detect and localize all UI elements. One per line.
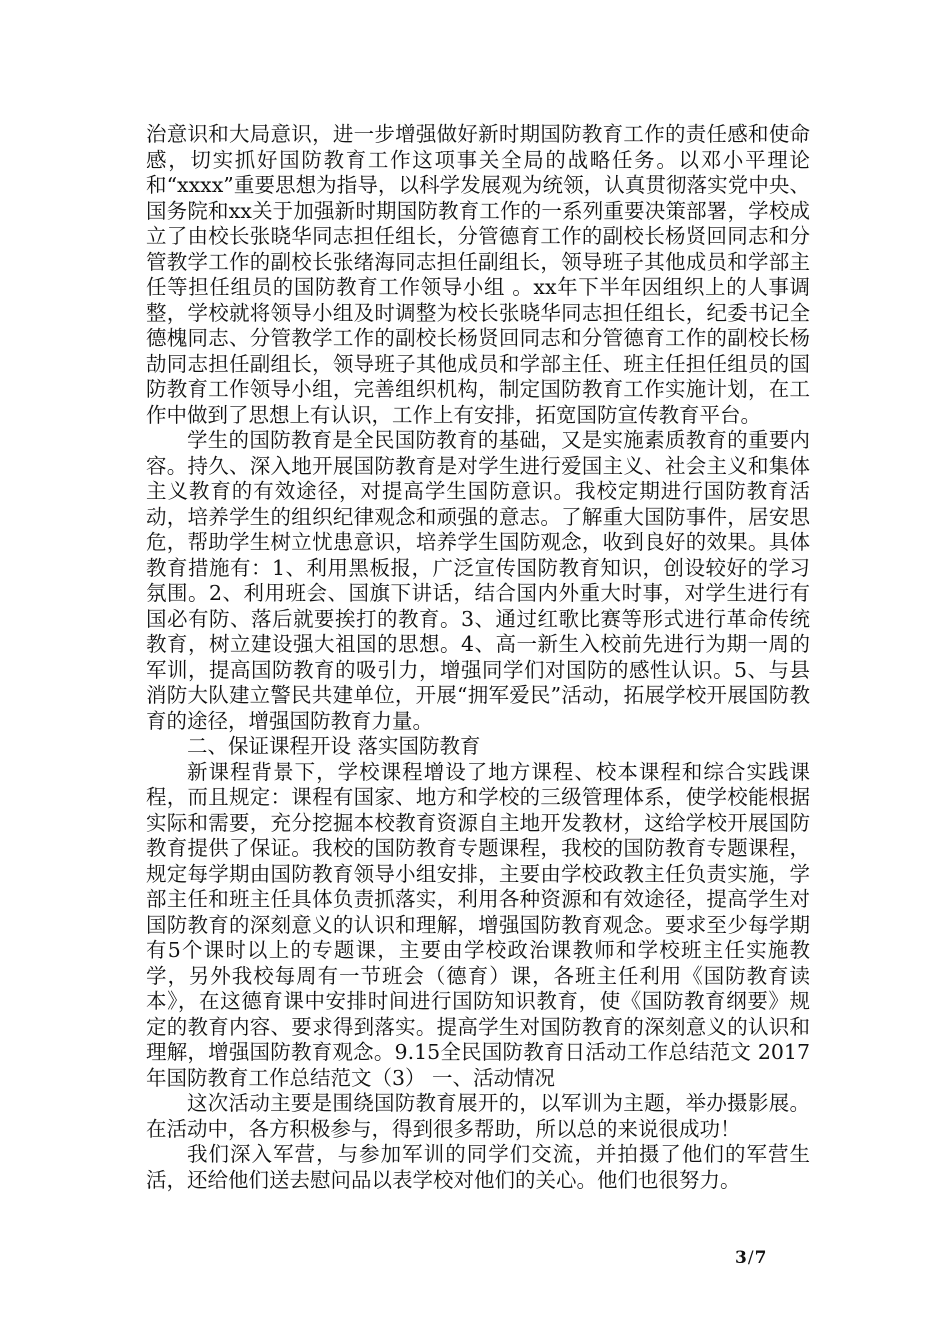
paragraph-activity: 这次活动主要是围绕国防教育展开的，以军训为主题，举办摄影展。在活动中，各方积极参与，得到很多帮助，所以总的来说很成功！ [146,1091,810,1141]
page-number [735,1248,766,1268]
current-page-number: 3 [735,1248,747,1268]
paragraph-continuation: 治意识和大局意识，进一步增强做好新时期国防教育工作的责任感和使命感，切实抓好国防教育工作这项事关全局的战略任务。以邓小平理论和“xxxx”重要思想为指导，以科学发展观为统领，认真贯彻落实党中央、国务院和xx关于加强新时期国防教育工作的一系列重要决策部署，学校成立了由校长张晓华同志担任组长，分管德育工作的副校长杨贤回同志和分管教学工作的副校长张绪海同志担任副组长，领导班子其他成员和学部主任等担任组员的国防教育工作领导小组 。xx年下半年因组织上的人事调整，学校就将领导小组及时调整为校长张晓华同志担任组长，纪委书记全德槐同志、分管教学工作的副校长杨贤回同志和分管德育工作的副校长杨 劼同志担任副组长，领导班子其他成员和学部主任、班主任担任组员的国防教育工作领导小组，完善组织机构，制定国防教育工作实施计划，在工作中做到了思想上有认识，工作上有安排，拓宽国防宣传教育平台。 [146,122,810,427]
document-body [146,122,810,1193]
paragraph-curriculum: 新课程背景下，学校课程增设了地方课程、校本课程和综合实践课程，而且规定：课程有国家、地方和学校的三级管理体系，使学校能根据实际和需要，充分挖掘本校教育资源自主地开发教材，这给学校开展国防教育提供了保证。我校的国防教育专题课程，我校的国防教育专题课程，规定每学期由国防教育领导小组安排，主要由学校政教主任负责实施，学部主任和班主任具体负责抓落实，利用各种资源和有效途径，提高学生对国防教育的深刻意义的认识和理解，增强国防教育观念。要求至少每学期有5个课时以上的专题课，主要由学校政治课教师和学校班主任实施教学，另外我校每周有一节班会（德育）课，各班主任利用《国防教育读本》，在这德育课中安排时间进行国防知识教育，使《国防教育纲要》规定的教育内容、要求得到落实。提高学生对国防教育的深刻意义的认识和理解，增强国防教育观念。9.15全民国防教育日活动工作总结范文 2017年国防教育工作总结范文（3） 一、活动情况 [146,759,810,1090]
total-pages-number: 7 [754,1248,767,1268]
section-heading-curriculum: 二、保证课程开设 落实国防教育 [187,734,481,758]
paragraph-student-education: 学生的国防教育是全民国防教育的基础，又是实施素质教育的重要内容。持久、深入地开展国防教育是对学生进行爱国主义、社会主义和集体主义教育的有效途径，对提高学生国防意识。我校定期进行国防教育活动，培养学生的组织纪律观念和顽强的意志。了解重大国防事件，居安思危，帮助学生树立忧患意识，培养学生国防观念，收到良好的效果。具体教育措施有：1、利用黑板报，广泛宣传国防教育知识，创设较好的学习氛围。2、利用班会、国旗下讲话，结合国内外重大时事，对学生进行有国必有防、落后就要挨打的教育。3、通过红歌比赛等形式进行革命传统教育，树立建设强大祖国的思想。4、高一新生入校前先进行为期一周的军训，提高国防教育的吸引力，增强同学们对国防的感性认识。5、与县消防大队建立警民共建单位，开展“拥军爱民”活动，拓展学校开展国防教育的途径，增强国防教育力量。 [146,428,810,733]
page-separator: / [747,1248,754,1268]
paragraph-barracks-visit: 我们深入军营，与参加军训的同学们交流，并拍摄了他们的军营生活，还给他们送去慰问品以表学校对他们的关心。他们也很努力。 [146,1142,810,1192]
